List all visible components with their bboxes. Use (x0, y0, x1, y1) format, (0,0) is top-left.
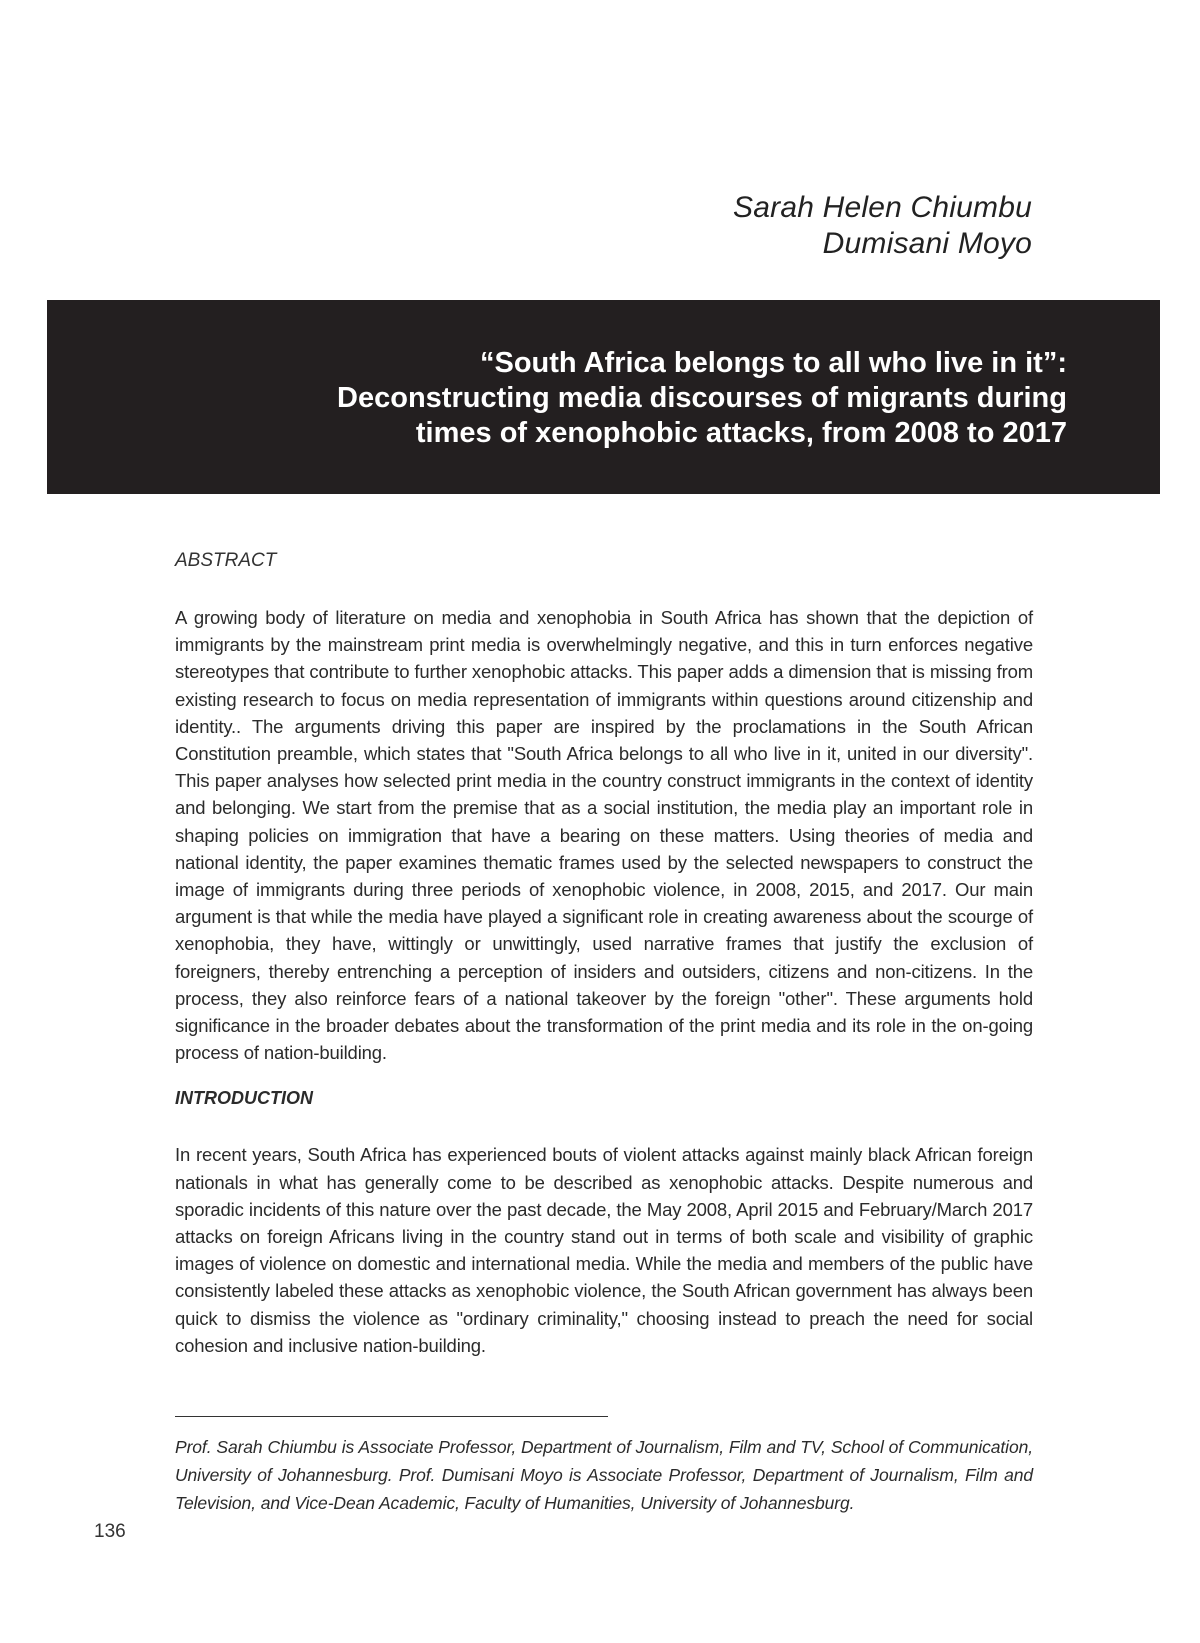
page-number: 136 (94, 1521, 126, 1542)
abstract-heading: ABSTRACT (175, 550, 277, 571)
introduction-heading: INTRODUCTION (175, 1088, 313, 1109)
body-content (175, 549, 1033, 1359)
abstract-text: A growing body of literature on media and xenophobia in South Africa has shown that the depiction of immigrants by the mainstream print media is overwhelmingly negative, and this in turn enforces negative stereotypes that contribute to further xenophobic attacks. This paper adds a dimension that is missing from existing research to focus on media representation of immigrants within questions around citizenship and identity.. The arguments driving this paper are inspired by the proclamations in the South African Constitution preamble, which states that "South Africa belongs to all who live in it, united in our diversity". This paper analyses how selected print media in the country construct immigrants in the context of identity and belonging. We start from the premise that as a social institution, the media play an important role in shaping policies on immigration that have a bearing on these matters. Using theories of media and national identity, the paper examines thematic frames used by the selected newspapers to construct the image of immigrants during three periods of xenophobic violence, in 2008, 2015, and 2017. Our main argument is that while the media have played a significant role in creating awareness about the scourge of xenophobia, they have, wittingly or unwittingly, used narrative frames that justify the exclusion of foreigners, thereby entrenching a perception of insiders and outsiders, citizens and non-citizens. In the process, they also reinforce fears of a national takeover by the foreign "other". These arguments hold significance in the broader debates about the transformation of the print media and its role in the on-going process of nation-building. (175, 607, 1033, 1064)
author-list (733, 190, 1032, 262)
footnote-divider (175, 1416, 608, 1417)
paper-title (337, 346, 1067, 451)
author-name: Sarah Helen Chiumbu (733, 191, 1032, 224)
title-line: “South Africa belongs to all who live in it”: (479, 347, 1067, 379)
footnote: Prof. Sarah Chiumbu is Associate Professor, Department of Journalism, Film and TV, School of Communication, University of Johannesburg. Prof. Dumisani Moyo is Associate Professor, Department of Journalism, Film and Television, and Vice-Dean Academic, Faculty of Humanities, University of Johannesburg. (175, 1437, 1033, 1513)
introduction-text: In recent years, South Africa has experienced bouts of violent attacks against mainly black African foreign nationals in what has generally come to be described as xenophobic attacks. Despite numerous and sporadic incidents of this nature over the past decade, the May 2008, April 2015 and February/March 2017 attacks on foreign Africans living in the country stand out in terms of both scale and visibility of graphic images of violence on domestic and international media. While the media and members of the public have consistently labeled these attacks as xenophobic violence, the South African government has always been quick to dismiss the violence as "ordinary criminality," choosing instead to preach the need for social cohesion and inclusive nation-building. (175, 1144, 1033, 1356)
title-line: Deconstructing media discourses of migrants during (337, 382, 1067, 414)
author-name: Dumisani Moyo (822, 227, 1032, 260)
title-line: times of xenophobic attacks, from 2008 to 2017 (415, 417, 1067, 449)
